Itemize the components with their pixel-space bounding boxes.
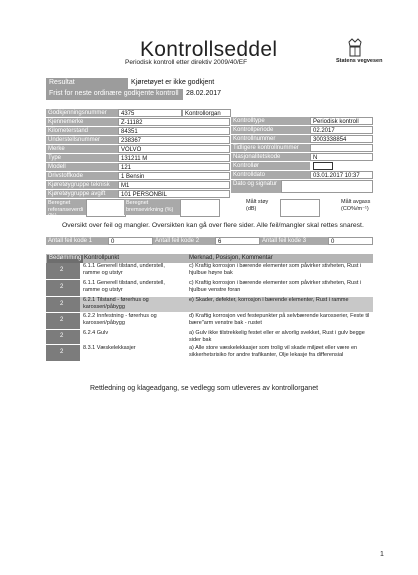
field-label: Modell [46, 163, 118, 171]
field-label: Kontrollør [231, 162, 310, 170]
defect-point: 6.1.1 Generell tilstand, understell, ramme og utstyr [83, 280, 165, 293]
defect-remark: c) Kraftig korrosjon i bærende elementer som påvirker stivheten, Rust i hjulbue høyre bak [189, 263, 362, 276]
page-subtitle: Periodisk kontroll etter direktiv 2009/40/EF [125, 59, 248, 66]
result-row [46, 78, 373, 89]
table-row [46, 313, 373, 329]
field-value: 4375 [118, 109, 182, 117]
result-value: Kjøretøyet er ikke godkjent [128, 78, 373, 89]
field-value: N [310, 153, 373, 161]
defect-code: 2 [60, 267, 64, 273]
field-value: 101 PERSONBIL [118, 190, 230, 198]
field-label: Understellsnummer [46, 136, 118, 144]
defect-remark: c) Kraftig korrosjon i bærende elementer som påvirker stivheten, Rust i hjulbue venstre foran [189, 280, 362, 293]
measure-value [86, 199, 126, 217]
field-value: M1 [118, 181, 230, 189]
field-label: Kontrollperiode [231, 126, 310, 134]
defect-code: 2 [60, 317, 64, 323]
field-label: Nasjonalitetskode [231, 153, 310, 161]
measure-label: Målt støy (dB) [246, 199, 269, 212]
table-row [46, 280, 373, 296]
code-cell [46, 263, 80, 279]
measure-label: Målt avgass (CO%/m⁻¹) [341, 199, 371, 212]
defects-header [46, 254, 373, 263]
brand-name: Statens vegvesen [336, 58, 383, 64]
defect-point: 6.2.2 Innfestning - førerhus og karosseri/påbygg [83, 313, 157, 326]
overview-text: Oversikt over feil og mangler. Oversikten kan gå over flere sider. Alle feil/mangler skal rettes snarest. [62, 222, 364, 229]
defect-code: 2 [60, 301, 64, 307]
code-cell [46, 345, 80, 361]
deadline-row [46, 89, 373, 100]
measurements-row [46, 199, 373, 219]
redacted-box [313, 162, 333, 170]
col-bedomming: Bedømming [49, 255, 82, 261]
field-label: Dato og signatur [231, 180, 281, 193]
measure-value [180, 199, 220, 217]
field-label: Kontrolltype [231, 117, 310, 125]
field-value: Z-11182 [118, 118, 230, 126]
table-row [46, 263, 373, 279]
count-value: 0 [108, 237, 153, 245]
table-row [46, 330, 373, 344]
field-value: 02.2017 [310, 126, 373, 134]
field-label: Kjøretøygruppe teknisk [46, 181, 118, 189]
col-kontrollpunkt: Kontrollpunkt [84, 255, 120, 261]
defect-remark: d) Kraftig korrosjon ved festepunkter på selvbærende karosserier, Feste til bære"arm venstre bak - rustet [189, 313, 370, 326]
deadline-label: Frist for neste ordinære godkjente kontroll [49, 90, 179, 97]
count-value: 6 [215, 237, 260, 245]
field-value: 1 Bensin [118, 172, 230, 180]
defect-code: 2 [60, 333, 64, 339]
field-value: 3003338854 [310, 135, 373, 143]
measure-value [280, 199, 320, 217]
field-label: Kjøretøygruppe avgift [46, 190, 118, 198]
crest-icon [343, 38, 367, 58]
code-cell [46, 297, 80, 312]
field-value [310, 144, 373, 152]
defect-point: 8.3.1 Væskelekkasjer [83, 345, 136, 351]
field-label: Kontrollnummer [231, 135, 310, 143]
page-number: 1 [380, 551, 384, 558]
table-row [46, 345, 373, 361]
defect-point: 6.2.4 Gulv [83, 330, 109, 336]
code-cell [46, 330, 80, 344]
defect-remark: a) Gulv ikke tilstrekkelig festet eller er alvorlig svekket, Rust i gulv begge sider bak [189, 330, 365, 343]
field-label: Tidligere kontrollnummer [231, 144, 310, 152]
measure-label: Beregnet bremsevirkning (%) [124, 199, 180, 215]
field-value: 121 [118, 163, 230, 171]
count-label: Antall feil kode 1 [46, 237, 108, 245]
field-label: Drivstoffkode [46, 172, 118, 180]
code-cell [46, 280, 80, 296]
field-value: 131211 M [118, 154, 230, 162]
field-value: Periodisk kontroll [310, 117, 373, 125]
defect-remark: a) Alle store væskelekkasjer som trolig vil skade miljøet eller være en sikkerhetsrisiko for andre trafikanter, Olje lekasje fra differensial [189, 345, 358, 358]
result-label: Resultat [49, 79, 75, 86]
measure-label: Beregnet referanseverdi (%) [46, 199, 86, 215]
code-cell [46, 313, 80, 329]
field-value: 238367 [118, 136, 230, 144]
field-label: Kilometerstand [46, 127, 118, 135]
field-label: Merke [46, 145, 118, 153]
col-merknad: Merknad, Posisjon, Kommentar [189, 255, 273, 261]
field-label: Type [46, 154, 118, 162]
field-label: Kontrolldato [231, 171, 310, 179]
table-row [46, 297, 373, 312]
count-value: 0 [328, 237, 373, 245]
defect-point: 6.2.1 Tilstand - førerhus og karosseri/påbygg [83, 297, 149, 310]
field-value: 84351 [118, 127, 230, 135]
kontrollorgan-label: Kontrollorgan [182, 109, 231, 117]
count-label: Antall feil kode 2 [153, 237, 215, 245]
defect-remark: e) Skader, defekter, korrosjon i bærende elementer, Rust i ramme [189, 297, 349, 303]
counts-row [46, 237, 373, 246]
field-value [281, 180, 373, 193]
field-value: VOLVO [118, 145, 230, 153]
field-value: 03.01.2017 10:37 [310, 171, 373, 179]
field-label: Godkjenningsnummer [46, 109, 118, 117]
guidance-text: Rettledning og klageadgang, se vedlegg som utleveres av kontrollorganet [90, 385, 319, 392]
defect-code: 2 [60, 349, 64, 355]
field-label: Kjennemerke [46, 118, 118, 126]
page-title: Kontrollseddel [140, 38, 278, 61]
defect-code: 2 [60, 284, 64, 290]
defect-point: 6.1.1 Generell tilstand, understell, ramme og utstyr [83, 263, 165, 276]
count-label: Antall feil kode 3 [260, 237, 328, 245]
deadline-value: 28.02.2017 [183, 89, 373, 100]
